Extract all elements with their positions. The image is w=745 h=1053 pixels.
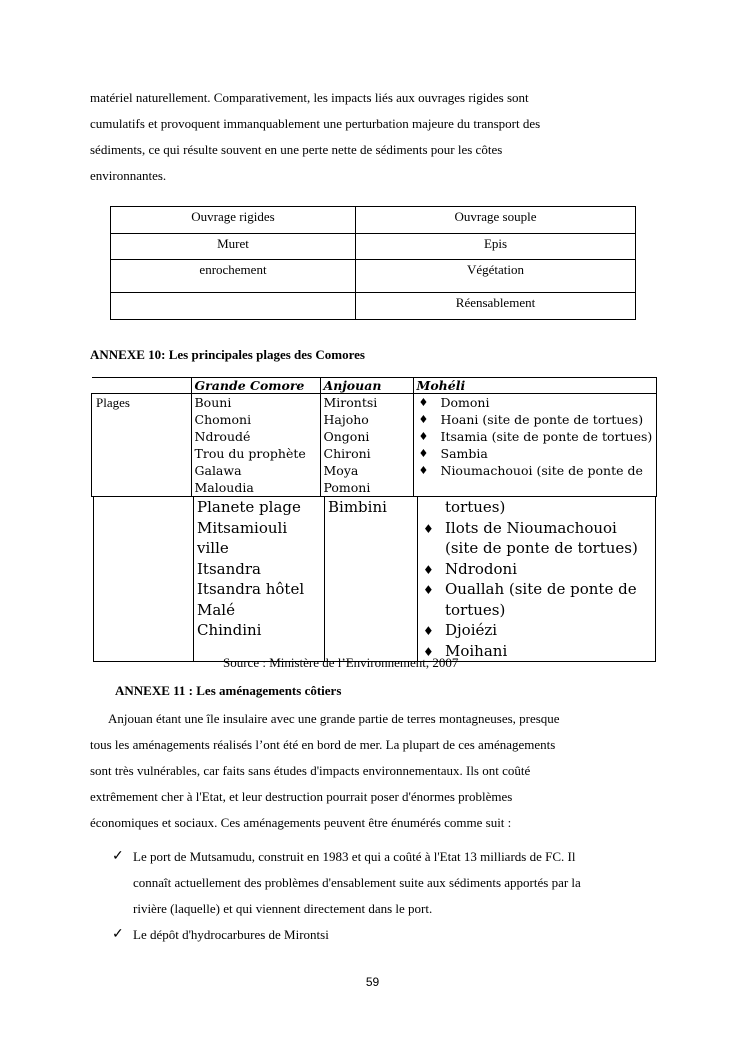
- diamond-bullet-icon: ♦: [418, 430, 429, 443]
- list-item-label: Ouallah (site de ponte de tortues): [445, 580, 637, 619]
- diamond-bullet-icon: ♦: [418, 396, 429, 409]
- diamond-bullet-icon: ♦: [418, 447, 429, 460]
- table-header: Ouvrage souple: [356, 207, 636, 234]
- list-item: [417, 428, 654, 445]
- check-item-2-line-1: Le dépôt d'hydrocarbures de Mirontsi: [133, 927, 329, 942]
- diamond-bullet-icon: ♦: [418, 413, 429, 426]
- table-row: [111, 260, 636, 293]
- list-item: Hajoho: [323, 412, 369, 427]
- body-line-1: Anjouan étant une île insulaire avec une grande partie de terres montagneuses, presque: [108, 711, 560, 726]
- list-item-label: Sambia: [440, 446, 488, 461]
- list-item: Galawa: [194, 463, 242, 478]
- anjouan-cell: [325, 497, 418, 662]
- list-item: Chindini: [197, 621, 262, 639]
- row-label: Plages: [92, 394, 192, 497]
- check-item-1-line-1: Le port de Mutsamudu, construit en 1983 et qui a coûté à l'Etat 13 milliards de FC. Il: [133, 849, 576, 864]
- diamond-bullet-icon: ♦: [418, 464, 429, 477]
- moheli-continuation: tortues): [445, 498, 506, 516]
- list-item-label: Hoani (site de ponte de tortues): [440, 412, 644, 427]
- intro-line-1: matériel naturellement. Comparativement, les impacts liés aux ouvrages rigides sont: [90, 90, 529, 105]
- list-item: Bimbini: [328, 498, 387, 516]
- list-item: Trou du prophète: [194, 446, 306, 461]
- list-item: Bouni: [194, 395, 232, 410]
- check-item-1-line-3: rivière (laquelle) et qui viennent directement dans le port.: [133, 901, 433, 916]
- diamond-bullet-icon: ♦: [423, 521, 434, 536]
- list-item: Mirontsi: [323, 395, 378, 410]
- table-cell: enrochement: [111, 260, 356, 293]
- source-caption: Source : Ministère de l’Environnement, 2007: [223, 655, 459, 670]
- check-icon: ✓: [112, 927, 124, 942]
- check-icon: ✓: [112, 849, 124, 864]
- anjouan-cell: [320, 394, 413, 497]
- diamond-bullet-icon: ♦: [423, 624, 434, 638]
- moheli-cell: [418, 497, 656, 662]
- list-item-label: Itsamia (site de ponte de tortues): [440, 429, 653, 444]
- list-item: Mitsamiouli ville: [197, 518, 288, 557]
- list-item: [417, 445, 654, 462]
- table-header: Mohéli: [413, 378, 657, 394]
- list-item: [421, 518, 652, 559]
- table-cell: Epis: [356, 234, 636, 260]
- body-line-2: tous les aménagements réalisés l’ont été en bord de mer. La plupart de ces aménagements: [90, 737, 556, 752]
- list-item-label: Ndrodoni: [445, 559, 518, 578]
- page-number: 59: [365, 975, 380, 989]
- list-item: [417, 394, 654, 411]
- list-item: [417, 462, 654, 479]
- annexe-11-title: ANNEXE 11 : Les aménagements côtiers: [115, 683, 342, 698]
- table-row: [92, 378, 657, 394]
- list-item: Chomoni: [194, 412, 252, 427]
- table-header: Anjouan: [320, 378, 413, 394]
- list-item-label: Moihani: [445, 641, 508, 660]
- table-cell: Végétation: [356, 260, 636, 293]
- anjouan-list: [328, 497, 414, 518]
- list-item: [421, 620, 652, 641]
- table-cell: Muret: [111, 234, 356, 260]
- ouvrages-table: [110, 206, 636, 320]
- list-item: Chironi: [323, 446, 371, 461]
- table-row: [92, 394, 657, 497]
- list-item: Maloudia: [194, 480, 254, 495]
- anjouan-list: [324, 394, 410, 496]
- list-item-label: Nioumachouoi (site de ponte de: [440, 463, 643, 478]
- list-item-label: Djoiézi: [445, 621, 498, 639]
- body-line-3: sont très vulnérables, car faits sans études d'impacts environnementaux. Ils ont coûté: [90, 763, 531, 778]
- list-item: Itsandra hôtel: [197, 580, 305, 598]
- intro-line-3: sédiments, ce qui résulte souvent en une perte nette de sédiments pour les côtes: [90, 142, 503, 157]
- grande-comore-cell: [191, 394, 320, 497]
- plages-table-part1: [91, 377, 657, 497]
- table-cell: [94, 497, 194, 662]
- check-item-1-line-2: connaît actuellement des problèmes d'ensablement suite aux sédiments apportés par la: [133, 875, 581, 890]
- grande-comore-cell: [194, 497, 325, 662]
- intro-line-4: environnantes.: [90, 168, 167, 183]
- diamond-bullet-icon: ♦: [423, 583, 434, 597]
- list-item: Ongoni: [323, 429, 370, 444]
- list-item: Malé: [197, 600, 235, 619]
- table-row: [94, 497, 656, 662]
- list-item: Moya: [323, 463, 359, 478]
- grande-comore-list: [197, 497, 321, 641]
- table-header: Ouvrage rigides: [111, 207, 356, 234]
- plages-table-part2: [93, 496, 656, 662]
- table-row: [111, 207, 636, 234]
- table-header: [92, 378, 192, 394]
- moheli-list: [421, 518, 652, 662]
- table-cell: [111, 293, 356, 320]
- list-item: Itsandra: [197, 559, 261, 578]
- list-item: [421, 579, 652, 620]
- table-row: [111, 293, 636, 320]
- table-header: Grande Comore: [191, 378, 320, 394]
- moheli-list: [417, 394, 654, 479]
- list-item-label: Ilots de Nioumachouoi (site de ponte de tortues): [445, 518, 638, 557]
- list-item: [421, 559, 652, 580]
- grande-comore-list: [195, 394, 317, 496]
- list-item: [417, 411, 654, 428]
- body-line-5: économiques et sociaux. Ces aménagements peuvent être énumérés comme suit :: [90, 815, 512, 830]
- list-item: Planete plage: [197, 498, 301, 516]
- diamond-bullet-icon: ♦: [423, 644, 434, 659]
- list-item: Pomoni: [323, 480, 371, 495]
- intro-line-2: cumulatifs et provoquent immanquablement une perturbation majeure du transport des: [90, 116, 541, 131]
- list-item-label: Domoni: [440, 395, 490, 410]
- body-line-4: extrêmement cher à l'Etat, et leur destruction pourrait poser d'énormes problèmes: [90, 789, 513, 804]
- moheli-cell: [413, 394, 657, 497]
- diamond-bullet-icon: ♦: [423, 562, 434, 577]
- table-cell: Réensablement: [356, 293, 636, 320]
- annexe-10-title: ANNEXE 10: Les principales plages des Comores: [90, 347, 365, 362]
- list-item: Ndroudé: [194, 429, 251, 444]
- table-row: [111, 234, 636, 260]
